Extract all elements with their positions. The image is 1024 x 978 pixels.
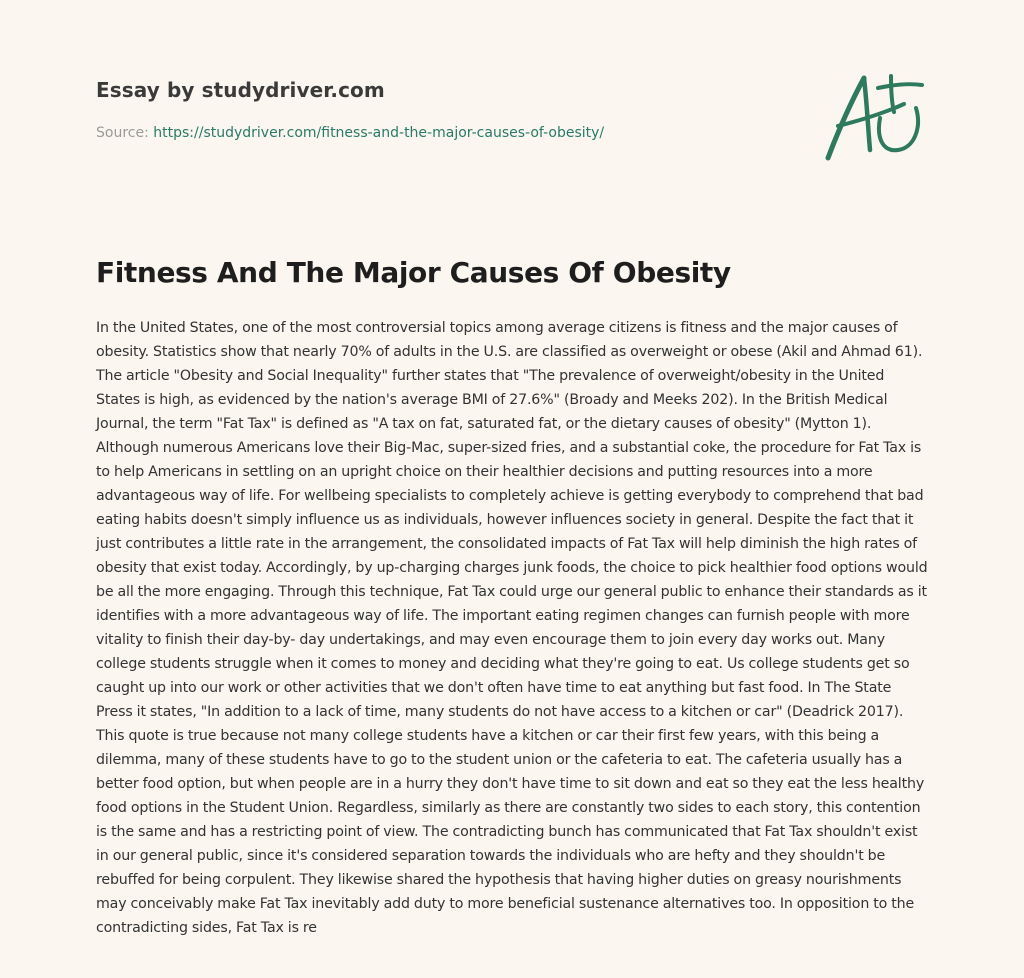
site-title: Essay by studydriver.com [96,78,385,102]
source-label: Source: [96,125,154,141]
page-header [96,76,796,143]
essay-body: In the United States, one of the most controversial topics among average citizens is fitness and the major causes of obesity. Statistics show that nearly 70% of adults in the U.S. are classified as overweight or obese (Akil and Ahmad 61). The article "Obesity and Social Inequality" further states that "The prevalence of overweight/obesity in the United States is high, as evidenced by the nation's average BMI of 27.6%" (Broady and Meeks 202). In the British Medical Journal, the term "Fat Tax" is defined as "A tax on fat, saturated fat, or the dietary causes of obesity" (Mytton 1). Although numerous Americans love their Big-Mac, super-sized fries, and a substantial coke, the procedure for Fat Tax is to help Americans in settling on an upright choice on their healthier decisions and putting resources into a more advantageous way of life. For wellbeing specialists to completely achieve is getting everybody to comprehend that bad eating habits doesn't simply influence us as individuals, however influences society in general. Despite the fact that it just contributes a little rate in the arrangement, the consolidated impacts of Fat Tax will help diminish the high rates of obesity that exist today. Accordingly, by up-charging charges junk foods, the choice to pick healthier food options would be all the more engaging. Through this technique, Fat Tax could urge our general public to enhance their standards as it identifies with a more advantageous way of life. The important eating regimen changes can furnish people with more vitality to finish their day-by- day undertakings, and may even encourage them to join every day works out. Many college students struggle when it comes to money and deciding what they're going to eat. Us college students get so caught up into our work or other activities that we don't often have time to eat anything but fast food. In The State Press it states, "In addition to a lack of time, many students do not have access to a kitchen or car" (Deadrick 2017). This quote is true because not many college students have a kitchen or car their first few years, with this being a dilemma, many of these students have to go to the student union or the cafeteria to eat. The cafeteria usually has a better food option, but when people are in a hurry they don't have time to sit down and eat so they eat the less healthy food options in the Student Union. Regardless, similarly as there are constantly two sides to each story, this contention is the same and has a restricting point of view. The contradicting bunch has communicated that Fat Tax shouldn't exist in our general public, since it's considered separation towards the individuals who are hefty and they shouldn't be rebuffed for being corpulent. They likewise shared the hypothesis that having higher duties on greasy nourishments may conceivably make Fat Tax inevitably add duty to more beneficial sustenance alternatives too. In opposition to the contradicting sides, Fat Tax is re [96,320,928,936]
source-link[interactable]: https://studydriver.com/fitness-and-the-major-causes-of-obesity/ [153,125,605,141]
essay-title: Fitness And The Major Causes Of Obesity [96,256,731,289]
a-plus-logo-icon [818,66,930,166]
source-line [96,123,796,143]
a-plus-grade-logo [818,66,930,166]
